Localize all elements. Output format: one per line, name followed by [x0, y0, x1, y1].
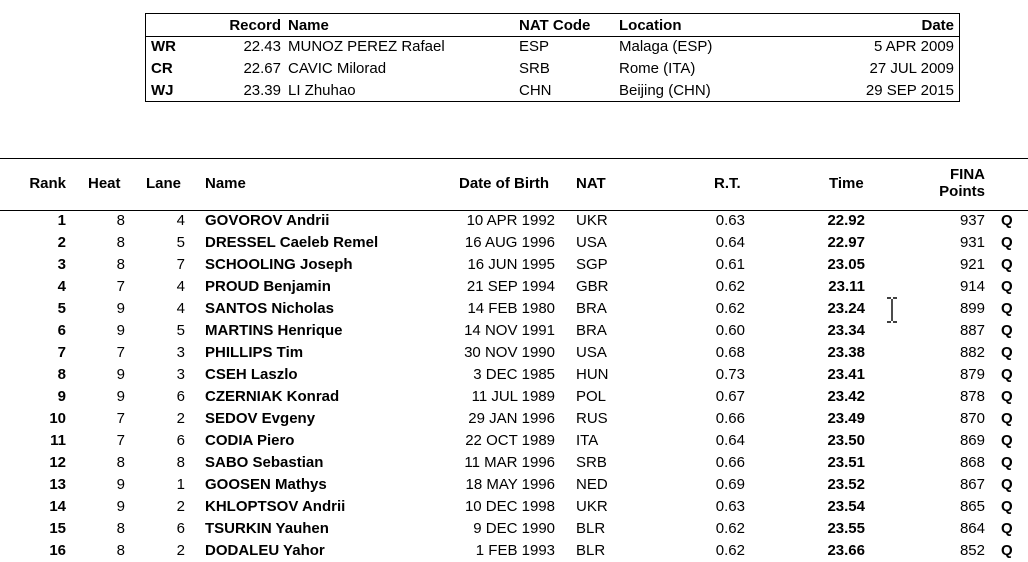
header-reaction-time: R.T. — [714, 175, 741, 192]
fina-points: 921 — [959, 256, 985, 273]
qualified-mark: Q — [1001, 322, 1013, 339]
qualified-mark: Q — [1001, 366, 1013, 383]
fina-points: 864 — [959, 520, 985, 537]
fina-points: 937 — [959, 212, 985, 229]
time: 23.50 — [827, 432, 865, 449]
qualified-mark: Q — [1001, 212, 1013, 229]
date-of-birth: 30 NOV 1990 — [464, 344, 555, 361]
heat: 9 — [116, 300, 125, 317]
record-date: 29 SEP 2015 — [865, 82, 954, 99]
rank: 14 — [49, 498, 66, 515]
lane: 6 — [176, 520, 185, 537]
swimmer-name: TSURKIN Yauhen — [205, 520, 329, 537]
heat: 9 — [116, 498, 125, 515]
reaction-time: 0.64 — [715, 432, 745, 449]
swimmer-name: GOVOROV Andrii — [205, 212, 330, 229]
table-row — [0, 342, 1028, 364]
records-row — [146, 36, 959, 58]
header-name: Name — [205, 175, 246, 192]
record-value: 23.39 — [243, 82, 281, 99]
date-of-birth: 11 JUL 1989 — [471, 388, 555, 405]
lane: 4 — [176, 212, 185, 229]
reaction-time: 0.73 — [715, 366, 745, 383]
heat: 9 — [116, 388, 125, 405]
lane: 7 — [176, 256, 185, 273]
rank: 1 — [57, 212, 66, 229]
rank: 3 — [57, 256, 66, 273]
fina-points: 852 — [959, 542, 985, 559]
qualified-mark: Q — [1001, 388, 1013, 405]
table-row — [0, 408, 1028, 430]
records-table — [145, 13, 960, 102]
time: 23.41 — [827, 366, 865, 383]
rank: 7 — [57, 344, 66, 361]
heat: 7 — [116, 432, 125, 449]
nat: BLR — [576, 520, 606, 537]
date-of-birth: 22 OCT 1989 — [465, 432, 555, 449]
date-of-birth: 10 DEC 1998 — [464, 498, 555, 515]
heat: 8 — [116, 256, 125, 273]
fina-points: 869 — [959, 432, 985, 449]
time: 22.92 — [827, 212, 865, 229]
lane: 4 — [176, 278, 185, 295]
qualified-mark: Q — [1001, 498, 1013, 515]
table-row — [0, 276, 1028, 298]
fina-points: 914 — [959, 278, 985, 295]
header-time: Time — [829, 175, 864, 192]
records-header-record: Record — [229, 17, 281, 34]
qualified-mark: Q — [1001, 432, 1013, 449]
record-location: Rome (ITA) — [619, 60, 696, 77]
results-table — [0, 210, 1028, 562]
reaction-time: 0.61 — [715, 256, 745, 273]
reaction-time: 0.62 — [715, 520, 745, 537]
qualified-mark: Q — [1001, 410, 1013, 427]
nat: BLR — [576, 542, 606, 559]
swimmer-name: DRESSEL Caeleb Remel — [205, 234, 379, 251]
header-rank: Rank — [29, 175, 66, 192]
time: 23.66 — [827, 542, 865, 559]
table-row — [0, 232, 1028, 254]
records-header-date: Date — [921, 17, 954, 34]
qualified-mark: Q — [1001, 476, 1013, 493]
rank: 16 — [49, 542, 66, 559]
nat: ITA — [576, 432, 599, 449]
table-row — [0, 254, 1028, 276]
swimmer-name: SEDOV Evgeny — [205, 410, 316, 427]
nat: HUN — [576, 366, 609, 383]
record-holder-name: CAVIC Milorad — [288, 60, 387, 77]
record-holder-name: LI Zhuhao — [288, 82, 356, 99]
reaction-time: 0.69 — [715, 476, 745, 493]
rank: 2 — [57, 234, 66, 251]
nat: POL — [576, 388, 607, 405]
fina-points: 887 — [959, 322, 985, 339]
nat: NED — [576, 476, 608, 493]
record-value: 22.67 — [243, 60, 281, 77]
table-row — [0, 496, 1028, 518]
lane: 3 — [176, 366, 185, 383]
time: 23.24 — [827, 300, 865, 317]
table-row — [0, 474, 1028, 496]
header-heat: Heat — [88, 175, 121, 192]
time: 23.42 — [827, 388, 865, 405]
reaction-time: 0.66 — [715, 454, 745, 471]
record-location: Beijing (CHN) — [619, 82, 711, 99]
lane: 3 — [176, 344, 185, 361]
time: 23.54 — [827, 498, 865, 515]
date-of-birth: 18 MAY 1996 — [465, 476, 555, 493]
record-holder-name: MUNOZ PEREZ Rafael — [288, 38, 445, 55]
nat: SRB — [576, 454, 607, 471]
qualified-mark: Q — [1001, 542, 1013, 559]
qualified-mark: Q — [1001, 234, 1013, 251]
swimmer-name: PHILLIPS Tim — [205, 344, 304, 361]
swimmer-name: CSEH Laszlo — [205, 366, 298, 383]
records-header-nat-code: NAT Code — [519, 17, 591, 34]
heat: 8 — [116, 542, 125, 559]
fina-points: 899 — [959, 300, 985, 317]
header-date-of-birth: Date of Birth — [459, 175, 549, 192]
heat: 7 — [116, 344, 125, 361]
swimmer-name: PROUD Benjamin — [205, 278, 331, 295]
nat: RUS — [576, 410, 608, 427]
date-of-birth: 3 DEC 1985 — [473, 366, 555, 383]
qualified-mark: Q — [1001, 256, 1013, 273]
time: 22.97 — [827, 234, 865, 251]
header-lane: Lane — [146, 175, 182, 192]
qualified-mark: Q — [1001, 344, 1013, 361]
reaction-time: 0.62 — [715, 278, 745, 295]
heat: 8 — [116, 212, 125, 229]
nat: UKR — [576, 212, 608, 229]
swimmer-name: CODIA Piero — [205, 432, 295, 449]
rank: 5 — [57, 300, 66, 317]
qualified-mark: Q — [1001, 454, 1013, 471]
heat: 8 — [116, 454, 125, 471]
date-of-birth: 10 APR 1992 — [466, 212, 555, 229]
rank: 4 — [57, 278, 66, 295]
records-row — [146, 80, 959, 102]
fina-points: 865 — [959, 498, 985, 515]
rank: 11 — [50, 432, 66, 449]
reaction-time: 0.66 — [715, 410, 745, 427]
lane: 6 — [176, 432, 185, 449]
time: 23.52 — [827, 476, 865, 493]
fina-points: 878 — [959, 388, 985, 405]
nat: USA — [576, 344, 607, 361]
rank: 8 — [57, 366, 66, 383]
date-of-birth: 9 DEC 1990 — [473, 520, 555, 537]
record-value: 22.43 — [243, 38, 281, 55]
swimmer-name: GOOSEN Mathys — [205, 476, 327, 493]
date-of-birth: 29 JAN 1996 — [468, 410, 555, 427]
date-of-birth: 11 MAR 1996 — [464, 454, 555, 471]
heat: 9 — [116, 322, 125, 339]
rank: 12 — [49, 454, 66, 471]
reaction-time: 0.60 — [715, 322, 745, 339]
table-row — [0, 320, 1028, 342]
rank: 6 — [57, 322, 66, 339]
date-of-birth: 1 FEB 1993 — [475, 542, 555, 559]
nat: BRA — [576, 300, 607, 317]
lane: 6 — [176, 388, 185, 405]
header-fina-points-line2: Points — [939, 183, 985, 200]
table-row — [0, 540, 1028, 562]
heat: 8 — [116, 234, 125, 251]
nat: GBR — [576, 278, 609, 295]
nat: USA — [576, 234, 607, 251]
lane: 8 — [176, 454, 185, 471]
qualified-mark: Q — [1001, 300, 1013, 317]
heat: 9 — [116, 476, 125, 493]
records-header-name: Name — [288, 17, 329, 34]
nat: UKR — [576, 498, 608, 515]
swimmer-name: KHLOPTSOV Andrii — [205, 498, 346, 515]
header-nat: NAT — [576, 175, 606, 192]
reaction-time: 0.63 — [715, 498, 745, 515]
qualified-mark: Q — [1001, 278, 1013, 295]
fina-points: 931 — [959, 234, 985, 251]
lane: 2 — [176, 410, 185, 427]
time: 23.51 — [827, 454, 865, 471]
reaction-time: 0.63 — [715, 212, 745, 229]
heat: 7 — [116, 278, 125, 295]
records-header-row — [146, 15, 959, 37]
header-fina-points-line1: FINA — [950, 166, 985, 183]
record-date: 27 JUL 2009 — [869, 60, 954, 77]
lane: 5 — [176, 322, 185, 339]
rank: 13 — [49, 476, 66, 493]
date-of-birth: 14 FEB 1980 — [467, 300, 555, 317]
reaction-time: 0.67 — [715, 388, 745, 405]
swimmer-name: DODALEU Yahor — [205, 542, 325, 559]
record-nat: ESP — [519, 38, 550, 55]
nat: BRA — [576, 322, 607, 339]
fina-points: 870 — [959, 410, 985, 427]
lane: 2 — [176, 542, 185, 559]
header-fina-points — [935, 166, 985, 200]
date-of-birth: 21 SEP 1994 — [466, 278, 555, 295]
heat: 9 — [116, 366, 125, 383]
swimmer-name: SANTOS Nicholas — [205, 300, 334, 317]
table-row — [0, 430, 1028, 452]
fina-points: 867 — [959, 476, 985, 493]
lane: 1 — [176, 476, 185, 493]
reaction-time: 0.62 — [715, 300, 745, 317]
date-of-birth: 16 AUG 1996 — [464, 234, 555, 251]
nat: SGP — [576, 256, 608, 273]
record-code: WJ — [151, 82, 174, 99]
reaction-time: 0.64 — [715, 234, 745, 251]
record-date: 5 APR 2009 — [873, 38, 954, 55]
qualified-mark: Q — [1001, 520, 1013, 537]
time: 23.05 — [827, 256, 865, 273]
date-of-birth: 14 NOV 1991 — [464, 322, 555, 339]
records-header-location: Location — [619, 17, 682, 34]
lane: 4 — [176, 300, 185, 317]
fina-points: 879 — [959, 366, 985, 383]
swimmer-name: SABO Sebastian — [205, 454, 324, 471]
rank: 15 — [49, 520, 66, 537]
swimmer-name: MARTINS Henrique — [205, 322, 343, 339]
record-location: Malaga (ESP) — [619, 38, 713, 55]
time: 23.11 — [828, 278, 865, 295]
record-code: CR — [151, 60, 173, 77]
heat: 8 — [116, 520, 125, 537]
time: 23.55 — [827, 520, 865, 537]
table-row — [0, 298, 1028, 320]
rank: 10 — [49, 410, 66, 427]
table-row — [0, 386, 1028, 408]
table-row — [0, 364, 1028, 386]
time: 23.38 — [827, 344, 865, 361]
table-row — [0, 518, 1028, 540]
reaction-time: 0.62 — [715, 542, 745, 559]
fina-points: 882 — [959, 344, 985, 361]
swimmer-name: SCHOOLING Joseph — [205, 256, 353, 273]
text-cursor-icon — [884, 297, 900, 323]
swimmer-name: CZERNIAK Konrad — [205, 388, 340, 405]
records-row — [146, 58, 959, 80]
fina-points: 868 — [959, 454, 985, 471]
record-code: WR — [151, 38, 176, 55]
table-row — [0, 452, 1028, 474]
results-header-row — [0, 158, 1028, 211]
lane: 2 — [176, 498, 185, 515]
time: 23.49 — [827, 410, 865, 427]
heat: 7 — [116, 410, 125, 427]
table-row — [0, 210, 1028, 232]
time: 23.34 — [827, 322, 865, 339]
record-nat: SRB — [519, 60, 550, 77]
record-nat: CHN — [519, 82, 552, 99]
reaction-time: 0.68 — [715, 344, 745, 361]
rank: 9 — [57, 388, 66, 405]
lane: 5 — [176, 234, 185, 251]
date-of-birth: 16 JUN 1995 — [467, 256, 555, 273]
